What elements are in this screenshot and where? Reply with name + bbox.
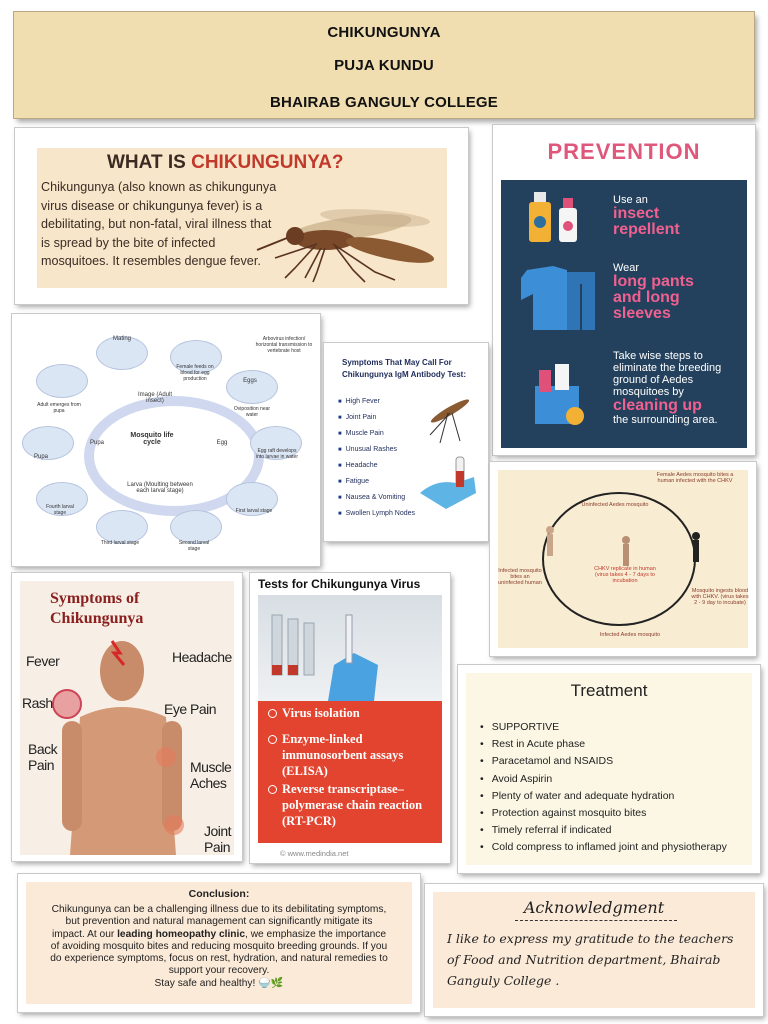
human-figures-icon (540, 522, 710, 572)
repellent-spray-icon (525, 188, 585, 248)
prevention-item-1: Use an insect repellent (613, 194, 680, 238)
igm-symptom-list (338, 398, 415, 526)
college-name: BHAIRAB GANGULY COLLEGE (270, 94, 498, 111)
conclusion-closing: Stay safe and healthy! 🍚🌿 (154, 977, 284, 989)
igm-test-panel (324, 343, 488, 541)
transmission-right-label: Mosquito ingests blood with CHKV. (virus takes 2 - 9 day to incubate) (691, 588, 749, 606)
list-item: • Avoid Aspirin (480, 773, 727, 790)
what-is-title: WHAT IS CHIKUNGUNYA? (107, 152, 344, 173)
list-item: • Plenty of water and adequate hydration (480, 790, 727, 807)
lab-test-photo (258, 595, 442, 701)
symptom-label-fever: Fever (26, 653, 60, 669)
prevention-item-2: Wear long pants and long sleeves (613, 262, 694, 322)
test-item-2: Enzyme-linked immunosorbent assays (ELISA) (282, 732, 404, 778)
list-item: ■ Unusual Rashes (338, 446, 415, 462)
eggs-bubble (226, 370, 278, 404)
conclusion-panel (18, 874, 420, 1012)
treatment-list (480, 721, 727, 859)
test-tubes-illustration (258, 595, 442, 701)
cleaning-supplies-icon (523, 360, 593, 430)
list-item: • Paracetamol and NSAIDS (480, 755, 727, 772)
symptoms-panel (12, 573, 242, 861)
symptom-label-headache: Headache (172, 649, 232, 665)
acknowledgment-underline (515, 920, 677, 921)
list-item: • Cold compress to inflamed joint and physiotherapy (480, 841, 727, 858)
second-larval-bubble (170, 510, 222, 544)
what-is-text: Chikungunya (also known as chikungunya virus disease or chikungunya fever) is a debilitating, but non-fatal, viral illness that is spread by the bite of infected mosquitoes. It resembles dengue fever. (41, 180, 277, 268)
symptom-label-muscle-aches: Muscle Aches (190, 759, 232, 791)
what-is-card (37, 148, 447, 288)
image-stage-label: Image (Adult insect) (137, 392, 173, 404)
list-item: ■ Swollen Lymph Nodes (338, 510, 415, 526)
symptom-label-back-pain: Back Pain (28, 741, 58, 773)
igm-test-title: Symptoms That May Call For Chikungunya IgM Antibody Test: (342, 358, 466, 379)
list-item: ■ Headache (338, 462, 415, 478)
life-cycle-panel: Mosquito life cycle Image (Adult insect) Pupa Egg Larva (Moulting between each larval stage) Mating Female feeds on blood for egg production Arbovirus infection/ horizontal transmission to vertebrate host Adult emerges from pupa Eggs Oviposition near water Pupa Egg raft develops into larvae in water Fourth larval stage First larval stage Third larval stage Second larval stage (12, 314, 320, 566)
transmission-top-right-label: Female Aedes mosquito bites a human infected with the CHKV (656, 472, 734, 484)
transmission-center-label: CHKV replicate in human (virus takes 4 - 7 days to incubation (594, 566, 656, 584)
mosquito-icon (420, 385, 480, 445)
symptoms-title: Symptoms of Chikungunya (50, 590, 144, 627)
transmission-bottom-label: Infected Aedes mosquito (599, 632, 661, 638)
symptom-label-rash: Rash (22, 695, 53, 711)
egg-stage-label: Egg (216, 440, 228, 446)
test-item-3: Reverse transcriptase–polymerase chain reaction (RT-PCR) (282, 782, 423, 828)
image-source-credit: © www.medindia.net (280, 849, 349, 858)
poster-title: CHIKUNGUNYA (327, 24, 441, 41)
list-item: ■ Joint Pain (338, 414, 415, 430)
list-item: ■ Nausea & Vomiting (338, 494, 415, 510)
acknowledgment-panel (425, 884, 763, 1016)
rash-circle (52, 689, 82, 719)
transmission-panel (490, 462, 756, 656)
what-is-panel (15, 128, 468, 304)
transmission-left-label: Infected mosquito bites an uninfected human (498, 568, 542, 586)
third-larval-bubble (96, 510, 148, 544)
prevention-title: PREVENTION (547, 139, 701, 164)
list-item: ■ Muscle Pain (338, 430, 415, 446)
adult-emerges-bubble (36, 364, 88, 398)
treatment-panel (458, 665, 760, 873)
acknowledgment-title: Acknowledgment (523, 898, 665, 917)
treatment-title: Treatment (570, 681, 648, 700)
author-name: PUJA KUNDU (334, 57, 434, 74)
blood-test-hand-icon (416, 453, 482, 513)
tests-panel (250, 573, 450, 863)
pupa-stage-label: Pupa (89, 440, 104, 446)
list-item: • SUPPORTIVE (480, 721, 727, 738)
poster-header (14, 12, 754, 118)
acknowledgment-text: I like to express my gratitude to the teachers of Food and Nutrition department, Bhairab Ganguly College . (447, 931, 734, 988)
list-item: • Rest in Acute phase (480, 738, 727, 755)
mosquito-illustration (255, 188, 445, 283)
test-item-1: Virus isolation (282, 706, 360, 720)
prevention-card (501, 180, 747, 448)
conclusion-text: Chikungunya can be a challenging illness due to its debilitating symptoms, but prevention and natural management can significantly mitigate its impact. At our leading homeopathy clinic, we emphasize the importance of avoiding mosquito bites and reducing mosquito breeding grounds. If you do experience symptoms, focus on rest, hydration, and natural remedies to support your recovery. Stay safe and healthy! 🍚🌿 (50, 904, 388, 989)
transmission-top-label: Uninfected Aedes mosquito (581, 502, 649, 508)
prevention-item-3: Take wise steps to eliminate the breeding ground of Aedes mosquitoes by cleaning up the surrounding area. (613, 350, 722, 426)
list-item: • Protection against mosquito bites (480, 807, 727, 824)
tests-title: Tests for Chikungunya Virus (258, 577, 421, 591)
long-clothing-icon (519, 264, 599, 334)
list-item: ■ High Fever (338, 398, 415, 414)
prevention-panel (493, 125, 755, 455)
human-body-illustration (62, 637, 202, 855)
larva-stage-label: Larva (Moulting between each larval stage) (127, 482, 193, 494)
symptom-label-joint-pain: Joint Pain (204, 823, 232, 855)
list-item: • Timely referral if indicated (480, 824, 727, 841)
life-cycle-center-label: Mosquito life cycle (130, 432, 174, 446)
symptom-label-eye-pain: Eye Pain (164, 701, 217, 717)
tests-list-card (258, 701, 442, 843)
conclusion-title: Conclusion: (188, 888, 250, 900)
list-item: ■ Fatigue (338, 478, 415, 494)
